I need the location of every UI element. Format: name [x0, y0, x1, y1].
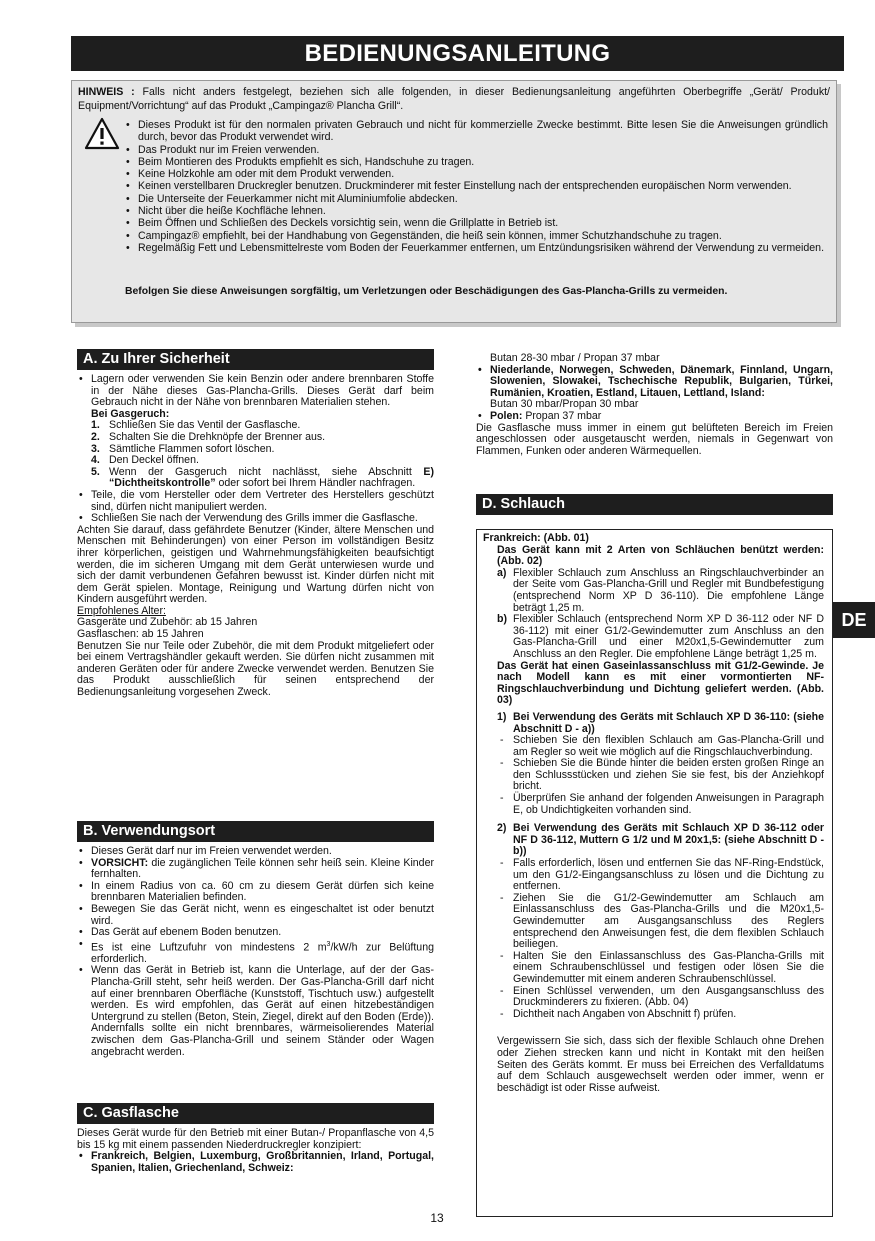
- section-d-heading: D. Schlauch: [476, 494, 833, 515]
- list-item: 1) Bei Verwendung des Geräts mit Schlauch XP D 36-110: (siehe Abschnitt D - a)): [497, 710, 824, 735]
- notice-box: [71, 80, 837, 323]
- notice-final-warning: Befolgen Sie diese Anweisungen sorgfältig, um Verletzungen oder Beschädigungen des Gas-Plancha-Grills zu vermeiden.: [125, 286, 728, 297]
- paragraph: Das Gerät hat einen Gaseinlassanschluss mit G1/2-Gewinde. Je nach Modell kann es mit einer vormontierten NF-Ringschlauchverbindung und Dichtung geliefert werden. (Abb. 03): [497, 659, 824, 707]
- page-number: 13: [430, 1211, 444, 1225]
- list-item: • In einem Radius von ca. 60 cm zu diesem Gerät dürfen sich keine brennbaren Materialien befinden.: [77, 881, 434, 904]
- paragraph: Achten Sie darauf, dass gefährdete Benutzer (Kinder, ältere Menschen und Menschen mit Behinderungen) von einer Person im vollständigen Besitz ihrer körperlichen, geistigen und Wahrnehmungsfähigkeiten beaufsichtigt werden, die im sicheren Umgang mit dem Gerät unterwiesen wurde und sich der damit verbundenen Gefahren bewusst ist. Kinder dürfen nicht mit dem Gerät spielen. Montage, Reinigung und Wartung dürfen nicht von Kindern ausgeführt werden.: [77, 523, 434, 606]
- paragraph: Benutzen Sie nur Teile oder Zubehör, die mit dem Produkt mitgeliefert oder bei einem Vertragshändler gekauft werden. Sie dürfen nicht zusammen mit anderen Geräten oder für andere Zwecke verwendet werden. Benutzen Sie das Produkt ausschließlich für seinen entsprechend der Bedienungsanleitung vorgesehen Zweck.: [77, 639, 434, 699]
- warning-triangle-icon: [84, 117, 120, 151]
- list-item: • Bewegen Sie das Gerät nicht, wenn es eingeschaltet ist oder benutzt wird.: [77, 904, 434, 927]
- list-item: • Dieses Gerät darf nur im Freien verwendet werden.: [77, 846, 434, 858]
- list-item: - Halten Sie den Einlassanschluss des Gas-Plancha-Grills mit einem Schraubenschlüssel und festigen oder lösen Sie die Gewindemutter mit einem anderen Schraubenschlüssel.: [497, 951, 824, 986]
- notice-intro: HINWEIS : Falls nicht anders festgelegt, beziehen sich alle folgenden, in dieser Bedienungsanleitung angeführten Oberbegriffe „Gerät/ Produkt/ Equipment/Vorrichtung“ auf das Produkt „Campingaz® Plancha Grill“.: [78, 86, 830, 112]
- left-column-c: [77, 1103, 434, 1174]
- paragraph: Butan 28-30 mbar / Propan 37 mbar: [490, 352, 660, 364]
- france-label: Frankreich: (Abb. 01): [483, 532, 589, 544]
- notice-label: HINWEIS :: [78, 86, 135, 98]
- notice-item: • Beim Montieren des Produkts empfiehlt es sich, Handschuhe zu tragen.: [124, 156, 828, 168]
- section-c-heading: C. Gasflasche: [77, 1103, 434, 1124]
- paragraph: Das Gerät kann mit 2 Arten von Schläuchen benützt werden: (Abb. 02): [497, 543, 824, 568]
- notice-item: • Das Produkt nur im Freien verwenden.: [124, 144, 828, 156]
- page-title: BEDIENUNGSANLEITUNG: [71, 36, 844, 71]
- paragraph: Butan 30 mbar/Propan 30 mbar: [490, 398, 639, 411]
- section-a-heading: A. Zu Ihrer Sicherheit: [77, 349, 434, 370]
- list-item: • Polen: Propan 37 mbar: [476, 411, 833, 423]
- gas-smell-label: Bei Gasgeruch:: [91, 407, 170, 420]
- list-item: - Schieben Sie die Bünde hinter die beiden ersten großen Ringe an den Schlussstücken und ziehen Sie sie fest, bis der Anziehkopf bricht.: [497, 758, 824, 793]
- section-b-heading: B. Verwendungsort: [77, 821, 434, 842]
- list-item: • Teile, die vom Hersteller oder dem Vertreter des Herstellers geschützt sind, dürfen nicht manipuliert werden.: [77, 490, 434, 513]
- list-item: 5. Wenn der Gasgeruch nicht nachlässt, siehe Abschnitt E) “Dichtheitskontrolle” oder sofort bei Ihrem Händler nachfragen.: [91, 465, 434, 490]
- list-item: - Einen Schlüssel verwenden, um den Ausgangsanschluss des Druckminderers zu fixieren. (Abb. 04): [497, 986, 824, 1009]
- list-item: - Ziehen Sie die G1/2-Gewindemutter am Schlauch am Einlassanschluss des Gas-Plancha-Grills und die M20x1,5-Gewindemutter am Ausgangsanschluss des Reglers entsprechend den Anweisungen fest, die dem flexiblen Schlauch beiliegen.: [497, 893, 824, 951]
- notice-item: • Dieses Produkt ist für den normalen privaten Gebrauch und nicht für kommerzielle Zwecke bestimmt. Bitte lesen Sie die Anweisungen gründlich durch, bevor das Produkt verwendet wird.: [124, 119, 828, 144]
- section-d-box: [476, 529, 833, 1217]
- list-item: a) Flexibler Schlauch zum Anschluss an Ringschlauchverbinder an der Seite vom Gas-Plancha-Grill und Regler mit Bundbefestigung (entsprechend Norm XP D 36-110). Die empfohlene Länge beträgt 1,25 m.: [497, 566, 824, 614]
- left-column-b: [77, 821, 434, 1058]
- left-column: [77, 349, 434, 699]
- notice-item: • Keinen verstellbaren Druckregler benutzen. Druckminderer mit fester Einstellung nach der entsprechenden europäischen Norm verwenden.: [124, 180, 828, 192]
- list-item: • Schließen Sie nach der Verwendung des Grills immer die Gasflasche.: [77, 513, 434, 525]
- paragraph: Die Gasflasche muss immer in einem gut belüfteten Bereich im Freien angeschlossen oder ausgetauscht werden, niemals in Gegenwart von Flammen, Funken oder anderen Wärmequellen.: [476, 421, 833, 457]
- gas-smell-steps: [77, 420, 434, 490]
- list-item: • VORSICHT: die zugänglichen Teile können sehr heiß sein. Kleine Kinder fernhalten.: [77, 858, 434, 881]
- list-item: - Falls erforderlich, lösen und entfernen Sie das NF-Ring-Endstück, um den G1/2-Eingangsanschluss zu lösen und die Dichtung zu entfernen.: [497, 858, 824, 893]
- paragraph: Vergewissern Sie sich, dass sich der flexible Schlauch ohne Drehen oder Ziehen strecken kann und nicht in Kontakt mit den heißen Seiten des Geräts kommt. Er muss bei Erreichen des Verfalldatums auf dem Schlauch ausgewechselt werden oder immer, wenn er beschädigt ist oder Risse aufweist.: [497, 1035, 824, 1094]
- list-item: 2) Bei Verwendung des Geräts mit Schlauch XP D 36-112 oder NF D 36-112, Muttern G 1/2 und M 20x1,5: (siehe Abschnitt D - b)): [497, 822, 824, 858]
- list-item: • Wenn das Gerät in Betrieb ist, kann die Unterlage, auf der der Gas-Plancha-Grill steht, sehr heiß werden. Der Gas-Plancha-Grill darf nicht auf einer brennbaren Oberfläche (Kunststoff, Tischtuch usw.) aufgestellt werden. Es wird empfohlen, das Gerät auf einen hitzebeständigen Untergrund zu stellen (Beton, Stein, Ziegel, direkt auf den Boden (Erde)). Andernfalls sollte ein nicht brennbares, wärmeisolierendes Material zwischen dem Gas-Plancha-Grill und seinem Ständer oder Wagen angebracht werden.: [77, 965, 434, 1058]
- right-column: [476, 353, 833, 457]
- list-item: • Lagern oder verwenden Sie kein Benzin oder andere brennbaren Stoffe in der Nähe dieses Gas-Plancha-Grills. Dieses Gerät darf beim Gebrauch nicht in der Nähe von brennbaren Materialien stehen.: [77, 374, 434, 409]
- notice-item: • Die Unterseite der Feuerkammer nicht mit Aluminiumfolie abdecken.: [124, 193, 828, 205]
- paragraph: Dieses Gerät wurde für den Betrieb mit einer Butan-/ Propanflasche von 4,5 bis 15 kg mit einem passenden Niederdruckregler konzipiert:: [77, 1127, 434, 1151]
- notice-item: • Nicht über die heiße Kochfläche lehnen.: [124, 205, 828, 217]
- list-item: 4. Den Deckel öffnen.: [91, 454, 199, 467]
- list-item: b) Flexibler Schlauch (entsprechend Norm XP D 36-112 oder NF D 36-112) mit einer G1/2-Gewindemutter zum Anschluss an den Gas-Plancha-Grill und einer M20x1,5-Gewindemutter zum Anschluss an den Regler. Die empfohlene Länge beträgt 1,25 m.: [497, 613, 824, 660]
- notice-item: • Campingaz® empfiehlt, bei der Handhabung von Gegenständen, die heiß sein können, immer Schutzhandschuhe zu tragen.: [124, 230, 828, 242]
- list-item: - Schieben Sie den flexiblen Schlauch am Gas-Plancha-Grill und am Regler so weit wie möglich auf die Ringschlauchverbindung.: [497, 735, 824, 758]
- notice-item: • Beim Öffnen und Schließen des Deckels vorsichtig sein, wenn die Grillplatte in Betrieb ist.: [124, 217, 828, 229]
- paragraph: Gasgeräte und Zubehör: ab 15 Jahren: [77, 616, 258, 629]
- list-item: • Niederlande, Norwegen, Schweden, Dänemark, Finnland, Ungarn, Slowenien, Slowakei, Tschechische Republik, Bulgarien, Türkei, Rumänien, Kroatien, Estland, Litauen, Lettland, Island:: [476, 365, 833, 400]
- list-item: 3. Sämtliche Flammen sofort löschen.: [91, 442, 275, 455]
- age-label: Empfohlenes Alter:: [77, 604, 166, 617]
- list-item: • Das Gerät auf ebenem Boden benutzen.: [77, 927, 434, 939]
- list-item: - Überprüfen Sie anhand der folgenden Anweisungen in Paragraph E, ob Undichtigkeiten vorhanden sind.: [497, 793, 824, 816]
- notice-list: [124, 119, 828, 254]
- list-item: • Frankreich, Belgien, Luxemburg, Großbritannien, Irland, Portugal, Spanien, Italien, Griechenland, Schweiz:: [77, 1151, 434, 1174]
- notice-item: • Keine Holzkohle am oder mit dem Produkt verwenden.: [124, 168, 828, 180]
- paragraph: Gasflaschen: ab 15 Jahren: [77, 628, 204, 641]
- list-item: - Dichtheit nach Angaben von Abschnitt f) prüfen.: [497, 1009, 824, 1021]
- list-item: 2. Schalten Sie die Drehknöpfe der Brenner aus.: [91, 430, 326, 443]
- list-item: • Es ist eine Luftzufuhr von mindestens 2 $m^3/kW/h$ zur Belüftung erforderlich.: [77, 939, 434, 966]
- list-item: 1. Schließen Sie das Ventil der Gasflasche.: [91, 419, 301, 432]
- language-tab: DE: [833, 602, 875, 638]
- notice-item: • Regelmäßig Fett und Lebensmittelreste vom Boden der Feuerkammer entfernen, um Entzündungsrisiken während der Verwendung zu vermeiden.: [124, 242, 828, 254]
